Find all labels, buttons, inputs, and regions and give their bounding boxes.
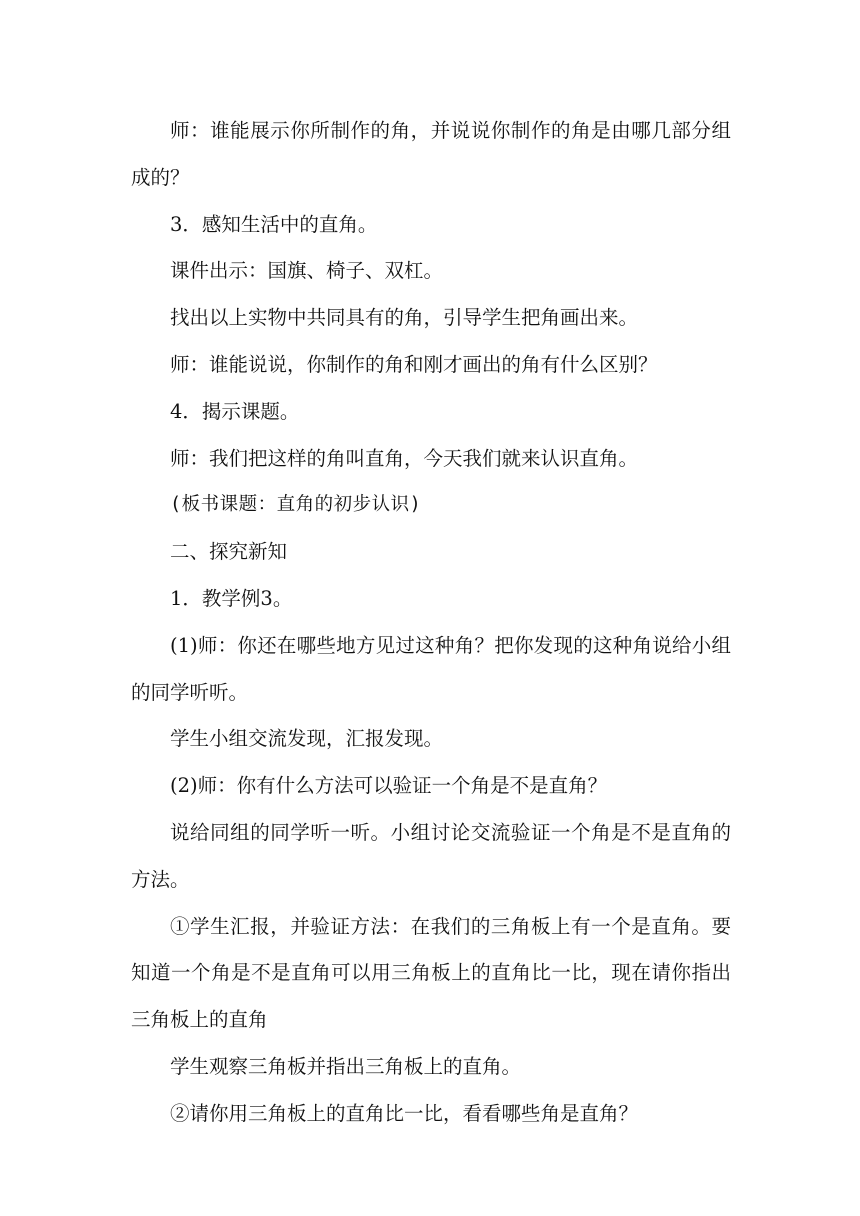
paragraph: 1．教学例3。 <box>170 586 293 610</box>
paragraph: 师：谁能展示你所制作的角，并说说你制作的角是由哪几部分组成的？ <box>131 119 731 189</box>
paragraph: 课件出示：国旗、椅子、双杠。 <box>170 259 444 283</box>
section-heading: 二、探究新知 <box>170 540 288 564</box>
paragraph: 师：谁能说说，你制作的角和刚才画出的角有什么区别？ <box>170 352 658 376</box>
paragraph: 4．揭示课题。 <box>170 399 300 423</box>
paragraph: 学生小组交流发现，汇报发现。 <box>170 727 444 751</box>
paragraph: 3．感知生活中的直角。 <box>170 212 378 236</box>
paragraph: (2)师：你有什么方法可以验证一个角是不是直角？ <box>170 774 608 798</box>
document-body <box>131 108 731 1138</box>
paragraph: 找出以上实物中共同具有的角，引导学生把角画出来。 <box>170 306 639 330</box>
paragraph: ①学生汇报，并验证方法：在我们的三角板上有一个是直角。要知道一个角是不是直角可以用三角板上的直角比一比，现在请你指出三角板上的直角 <box>131 914 731 1032</box>
paragraph: ②请你用三角板上的直角比一比，看看哪些角是直角？ <box>170 1101 639 1125</box>
paragraph: 学生观察三角板并指出三角板上的直角。 <box>170 1054 522 1078</box>
paragraph: (1)师：你还在哪些地方见过这种角？把你发现的这种角说给小组的同学听听。 <box>131 633 731 704</box>
paragraph: 师：我们把这样的角叫直角，今天我们就来认识直角。 <box>170 446 639 470</box>
board-title-note: (板书课题：直角的初步认识) <box>170 494 422 516</box>
paragraph: 说给同组的同学听一听。小组讨论交流验证一个角是不是直角的方法。 <box>131 820 731 891</box>
